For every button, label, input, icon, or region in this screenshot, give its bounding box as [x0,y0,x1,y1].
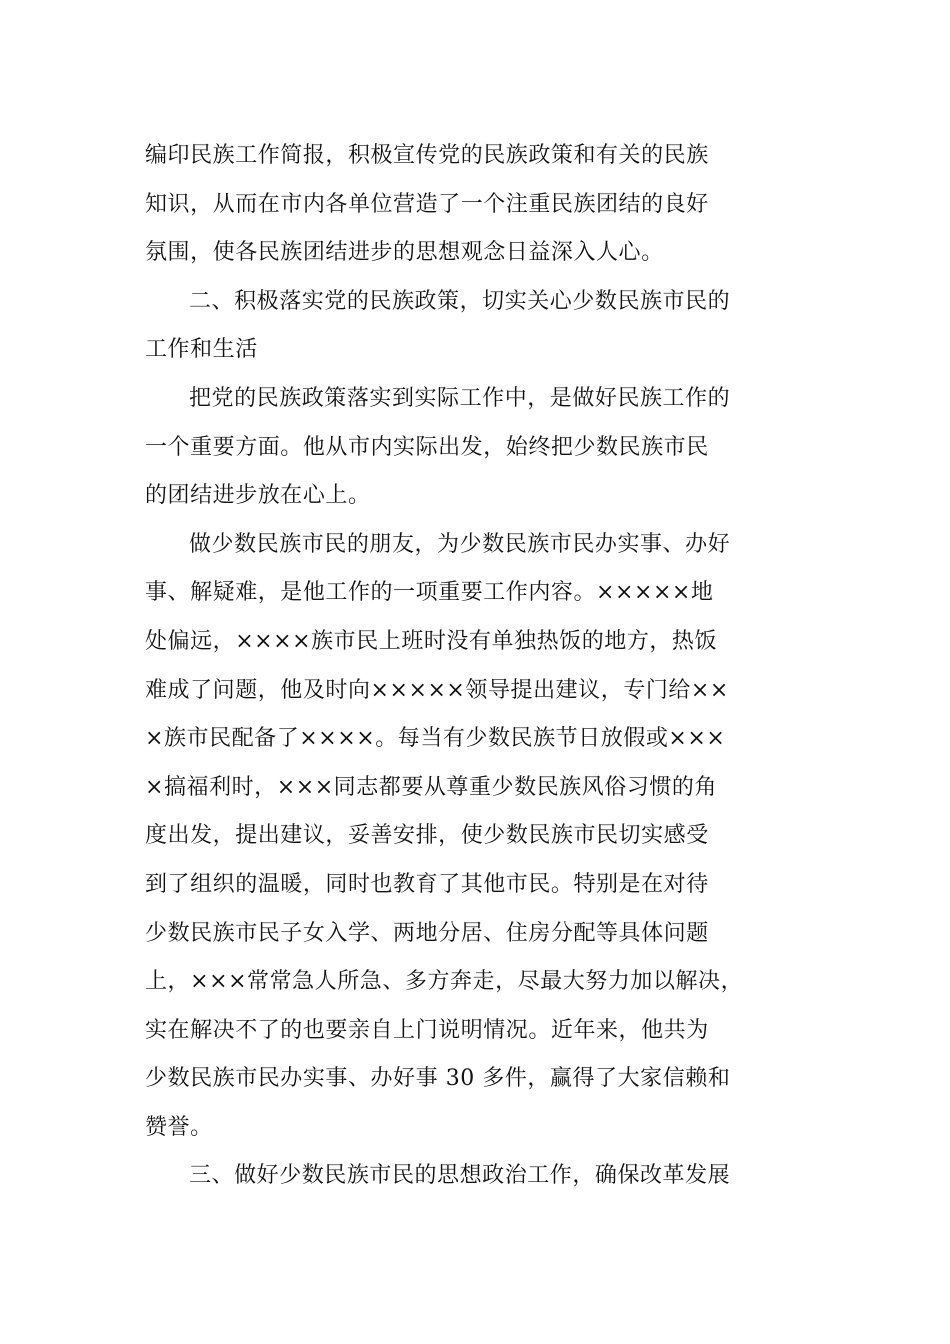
paragraph-line: 少数民族市民子女入学、两地分居、住房分配等具体问题 [145,920,709,946]
document-body [145,132,825,1201]
paragraph-line: 难成了问题，他及时向×××××领导提出建议，专门给×× [145,677,729,703]
paragraph-line: 的团结进步放在心上。 [145,483,371,509]
paragraph-line: 实在解决不了的也要亲自上门说明情况。近年来，他共为 [145,1017,709,1043]
paragraph-line: 做少数民族市民的朋友，为少数民族市民办实事、办好 [189,531,731,557]
section-heading-3: 三、做好少数民族市民的思想政治工作，确保改革发展 [189,1163,731,1189]
paragraph-line: 编印民族工作简报，积极宣传党的民族政策和有关的民族 [145,143,709,168]
paragraph-line: 把党的民族政策落实到实际工作中，是做好民族工作的 [189,385,731,411]
paragraph-line: 上，×××常常急人所急、多方奔走，尽最大努力加以解决， [145,969,744,995]
paragraph-line: 事、解疑难，是他工作的一项重要工作内容。×××××地 [145,580,714,606]
paragraph-line: 氛围，使各民族团结进步的思想观念日益深入人心。 [145,240,664,266]
paragraph-line: 少数民族市民办实事、办好事 30 多件，赢得了大家信赖和 [145,1066,731,1092]
section-heading-2-continued: 工作和生活 [145,337,258,363]
section-heading-2: 二、积极落实党的民族政策，切实关心少数民族市民的 [189,288,731,314]
paragraph-line: 处偏远，××××族市民上班时没有单独热饭的地方，热饭 [145,628,718,654]
paragraph-line: 度出发，提出建议，妥善安排，使少数民族市民切实感受 [145,823,709,849]
paragraph-line: 赞誉。 [145,1114,213,1140]
paragraph-line: ×搞福利时，×××同志都要从尊重少数民族风俗习惯的角 [145,774,718,800]
paragraph-line: ×族市民配备了××××。每当有少数民族节日放假或××× [145,726,726,752]
paragraph-line: 到了组织的温暖，同时也教育了其他市民。特别是在对待 [145,871,709,897]
paragraph-line: 知识，从而在市内各单位营造了一个注重民族团结的良好 [145,191,709,217]
paragraph-line: 一个重要方面。他从市内实际出发，始终把少数民族市民 [145,434,709,460]
